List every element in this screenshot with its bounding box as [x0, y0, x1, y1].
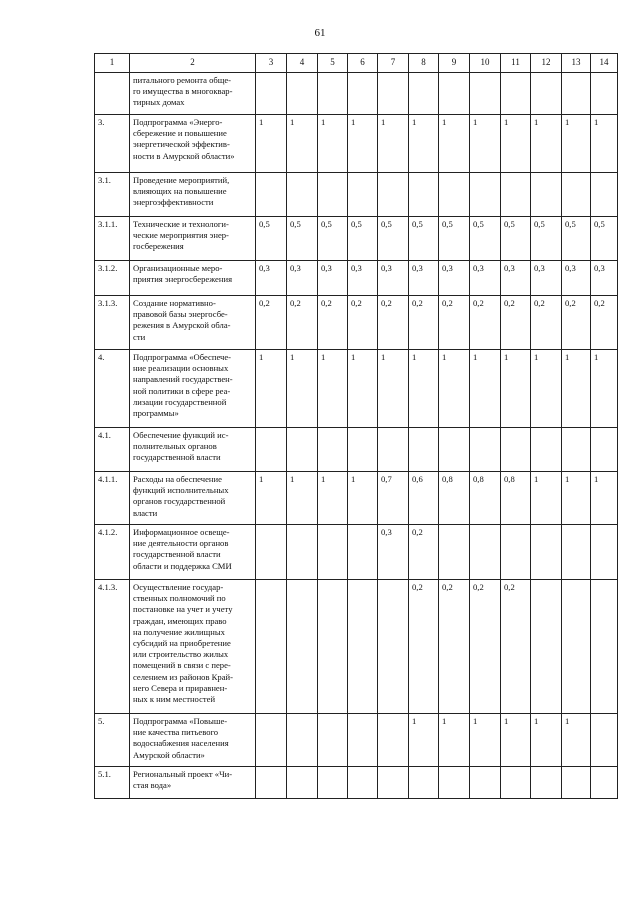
value-cell [378, 173, 409, 217]
row-code: 3. [95, 115, 130, 173]
value-cell [256, 73, 287, 115]
value-cell: 0,3 [378, 261, 409, 296]
value-cell [409, 428, 439, 472]
column-header: 7 [378, 54, 409, 73]
value-cell: 1 [287, 115, 318, 173]
value-cell: 0,3 [409, 261, 439, 296]
value-cell: 1 [318, 115, 348, 173]
table-row [95, 173, 618, 217]
column-header: 9 [439, 54, 470, 73]
value-cell: 1 [318, 472, 348, 525]
value-cell [256, 714, 287, 767]
value-cell [409, 173, 439, 217]
row-code: 5. [95, 714, 130, 767]
row-code: 4.1.2. [95, 525, 130, 580]
value-cell: 0,2 [591, 296, 618, 350]
column-header: 8 [409, 54, 439, 73]
value-cell: 0,2 [409, 296, 439, 350]
value-cell: 1 [348, 115, 378, 173]
value-cell: 1 [409, 714, 439, 767]
column-header: 6 [348, 54, 378, 73]
value-cell [378, 428, 409, 472]
value-cell: 1 [256, 115, 287, 173]
value-cell: 0,3 [591, 261, 618, 296]
value-cell [348, 525, 378, 580]
column-header: 12 [531, 54, 562, 73]
value-cell [348, 580, 378, 714]
column-header: 14 [591, 54, 618, 73]
value-cell: 1 [256, 350, 287, 428]
value-cell: 1 [348, 472, 378, 525]
row-name: питального ремонта обще- го имущества в многоквар- тирных домах [130, 73, 256, 115]
value-cell: 0,8 [439, 472, 470, 525]
value-cell [562, 767, 591, 799]
value-cell [318, 73, 348, 115]
column-header: 11 [501, 54, 531, 73]
value-cell [591, 767, 618, 799]
value-cell: 0,3 [470, 261, 501, 296]
value-cell: 0,2 [256, 296, 287, 350]
page-number: 61 [314, 27, 326, 39]
value-cell [562, 173, 591, 217]
value-cell [562, 428, 591, 472]
row-code: 3.1.3. [95, 296, 130, 350]
column-header: 3 [256, 54, 287, 73]
column-header: 2 [130, 54, 256, 73]
value-cell [318, 767, 348, 799]
value-cell: 0,6 [409, 472, 439, 525]
value-cell [256, 525, 287, 580]
value-cell: 0,5 [439, 217, 470, 261]
row-name: Обеспечение функций ис- полнительных органов государственной власти [130, 428, 256, 472]
value-cell [256, 767, 287, 799]
column-header: 10 [470, 54, 501, 73]
value-cell: 1 [439, 115, 470, 173]
value-cell [318, 714, 348, 767]
row-code [95, 73, 130, 115]
row-name: Технические и технологи- ческие мероприятия энер- госбережения [130, 217, 256, 261]
value-cell [531, 525, 562, 580]
value-cell [256, 173, 287, 217]
column-header: 1 [95, 54, 130, 73]
table-row [95, 525, 618, 580]
value-cell: 0,5 [470, 217, 501, 261]
table-row [95, 350, 618, 428]
row-name: Региональный проект «Чи- стая вода» [130, 767, 256, 799]
value-cell [439, 525, 470, 580]
value-cell: 0,2 [287, 296, 318, 350]
value-cell [348, 767, 378, 799]
column-header: 13 [562, 54, 591, 73]
value-cell [348, 428, 378, 472]
value-cell: 0,5 [256, 217, 287, 261]
value-cell [318, 580, 348, 714]
row-code: 5.1. [95, 767, 130, 799]
value-cell: 1 [591, 350, 618, 428]
value-cell [562, 73, 591, 115]
value-cell [378, 767, 409, 799]
table-row [95, 767, 618, 799]
row-name: Проведение мероприятий, влияющих на повышение энергоэффективности [130, 173, 256, 217]
value-cell: 1 [562, 472, 591, 525]
table-row [95, 472, 618, 525]
value-cell [591, 428, 618, 472]
value-cell: 1 [470, 714, 501, 767]
value-cell: 0,5 [501, 217, 531, 261]
value-cell [470, 173, 501, 217]
value-cell: 0,3 [318, 261, 348, 296]
value-cell: 0,3 [348, 261, 378, 296]
value-cell [439, 173, 470, 217]
value-cell [531, 73, 562, 115]
value-cell [501, 525, 531, 580]
value-cell [470, 428, 501, 472]
row-code: 4.1.3. [95, 580, 130, 714]
value-cell [531, 767, 562, 799]
table-row [95, 73, 618, 115]
value-cell [439, 767, 470, 799]
row-code: 4. [95, 350, 130, 428]
value-cell: 0,2 [531, 296, 562, 350]
value-cell: 1 [318, 350, 348, 428]
value-cell: 0,2 [318, 296, 348, 350]
value-cell: 0,3 [439, 261, 470, 296]
value-cell [562, 525, 591, 580]
value-cell: 0,2 [562, 296, 591, 350]
value-cell [378, 714, 409, 767]
value-cell: 1 [409, 350, 439, 428]
value-cell: 0,2 [501, 296, 531, 350]
value-cell: 0,7 [378, 472, 409, 525]
value-cell [501, 428, 531, 472]
value-cell: 1 [439, 350, 470, 428]
value-cell [287, 714, 318, 767]
value-cell: 0,3 [287, 261, 318, 296]
value-cell [531, 173, 562, 217]
value-cell: 1 [439, 714, 470, 767]
value-cell [591, 714, 618, 767]
row-code: 4.1.1. [95, 472, 130, 525]
value-cell: 1 [409, 115, 439, 173]
row-code: 4.1. [95, 428, 130, 472]
value-cell [591, 73, 618, 115]
row-name: Подпрограмма «Обеспече- ние реализации основных направлений государствен- ной политики в сфере реа- лизации государственной программы» [130, 350, 256, 428]
value-cell: 1 [531, 350, 562, 428]
value-cell: 1 [287, 472, 318, 525]
value-cell [287, 580, 318, 714]
value-cell [409, 73, 439, 115]
row-name: Организационные меро- приятия энергосбережения [130, 261, 256, 296]
value-cell [470, 73, 501, 115]
value-cell [256, 428, 287, 472]
value-cell [591, 525, 618, 580]
value-cell: 1 [501, 714, 531, 767]
value-cell: 0,2 [470, 296, 501, 350]
value-cell [439, 73, 470, 115]
value-cell: 1 [470, 115, 501, 173]
value-cell: 0,3 [531, 261, 562, 296]
value-cell [348, 714, 378, 767]
value-cell: 0,2 [501, 580, 531, 714]
value-cell: 1 [531, 115, 562, 173]
column-header: 5 [318, 54, 348, 73]
value-cell: 0,5 [591, 217, 618, 261]
row-name: Подпрограмма «Энерго- сбережение и повышение энергетической эффектив- ности в Амурской области» [130, 115, 256, 173]
value-cell: 0,5 [287, 217, 318, 261]
row-name: Осуществление государ- ственных полномочий по постановке на учет и учету граждан, имеющих право на получение жилищных субсидий на приобретение или строительство жилых помещений в связи с пере- селением из районов Край- него Севера и приравнен- ных к ним местностей [130, 580, 256, 714]
row-name: Создание нормативно- правовой базы энергосбе- режения в Амурской обла- сти [130, 296, 256, 350]
value-cell: 0,2 [439, 296, 470, 350]
value-cell: 1 [378, 350, 409, 428]
row-name: Подпрограмма «Повыше- ние качества питьевого водоснабжения населения Амурской области» [130, 714, 256, 767]
value-cell: 0,2 [470, 580, 501, 714]
value-cell: 0,8 [501, 472, 531, 525]
value-cell [501, 767, 531, 799]
value-cell [287, 73, 318, 115]
table-row [95, 296, 618, 350]
value-cell [287, 173, 318, 217]
row-code: 3.1. [95, 173, 130, 217]
value-cell: 0,2 [378, 296, 409, 350]
value-cell: 0,5 [348, 217, 378, 261]
value-cell [562, 580, 591, 714]
value-cell: 0,3 [562, 261, 591, 296]
value-cell [287, 428, 318, 472]
row-name: Расходы на обеспечение функций исполнительных органов государственной власти [130, 472, 256, 525]
value-cell: 0,3 [378, 525, 409, 580]
value-cell [531, 428, 562, 472]
column-header: 4 [287, 54, 318, 73]
value-cell: 1 [591, 115, 618, 173]
table-header-row [95, 54, 618, 73]
value-cell: 1 [562, 714, 591, 767]
value-cell: 0,3 [256, 261, 287, 296]
value-cell [318, 428, 348, 472]
value-cell: 1 [348, 350, 378, 428]
value-cell: 0,8 [470, 472, 501, 525]
row-code: 3.1.2. [95, 261, 130, 296]
value-cell [348, 73, 378, 115]
value-cell [256, 580, 287, 714]
value-cell [409, 767, 439, 799]
value-cell: 1 [531, 714, 562, 767]
value-cell: 1 [501, 115, 531, 173]
table-row [95, 261, 618, 296]
value-cell: 0,2 [348, 296, 378, 350]
value-cell: 0,2 [409, 525, 439, 580]
table-row [95, 428, 618, 472]
value-cell [287, 767, 318, 799]
table-row [95, 115, 618, 173]
value-cell [348, 173, 378, 217]
value-cell: 0,3 [501, 261, 531, 296]
value-cell: 0,5 [409, 217, 439, 261]
value-cell: 1 [470, 350, 501, 428]
value-cell [378, 73, 409, 115]
value-cell: 1 [562, 350, 591, 428]
value-cell [378, 580, 409, 714]
value-cell: 1 [256, 472, 287, 525]
table-row [95, 714, 618, 767]
table-row [95, 217, 618, 261]
value-cell [287, 525, 318, 580]
value-cell: 1 [287, 350, 318, 428]
value-cell: 0,2 [439, 580, 470, 714]
value-cell [470, 767, 501, 799]
value-cell: 0,2 [409, 580, 439, 714]
value-cell [501, 73, 531, 115]
value-cell [501, 173, 531, 217]
value-cell [318, 173, 348, 217]
value-cell [591, 580, 618, 714]
value-cell [318, 525, 348, 580]
row-code: 3.1.1. [95, 217, 130, 261]
value-cell: 0,5 [318, 217, 348, 261]
value-cell [531, 580, 562, 714]
value-cell: 1 [501, 350, 531, 428]
value-cell [591, 173, 618, 217]
value-cell [439, 428, 470, 472]
value-cell: 0,5 [531, 217, 562, 261]
value-cell: 0,5 [562, 217, 591, 261]
value-cell: 1 [591, 472, 618, 525]
value-cell: 1 [531, 472, 562, 525]
value-cell: 1 [378, 115, 409, 173]
table-row [95, 580, 618, 714]
row-name: Информационное освеще- ние деятельности органов государственной власти области и поддержка СМИ [130, 525, 256, 580]
value-cell: 0,5 [378, 217, 409, 261]
indicator-table [94, 53, 618, 799]
value-cell: 1 [562, 115, 591, 173]
value-cell [470, 525, 501, 580]
